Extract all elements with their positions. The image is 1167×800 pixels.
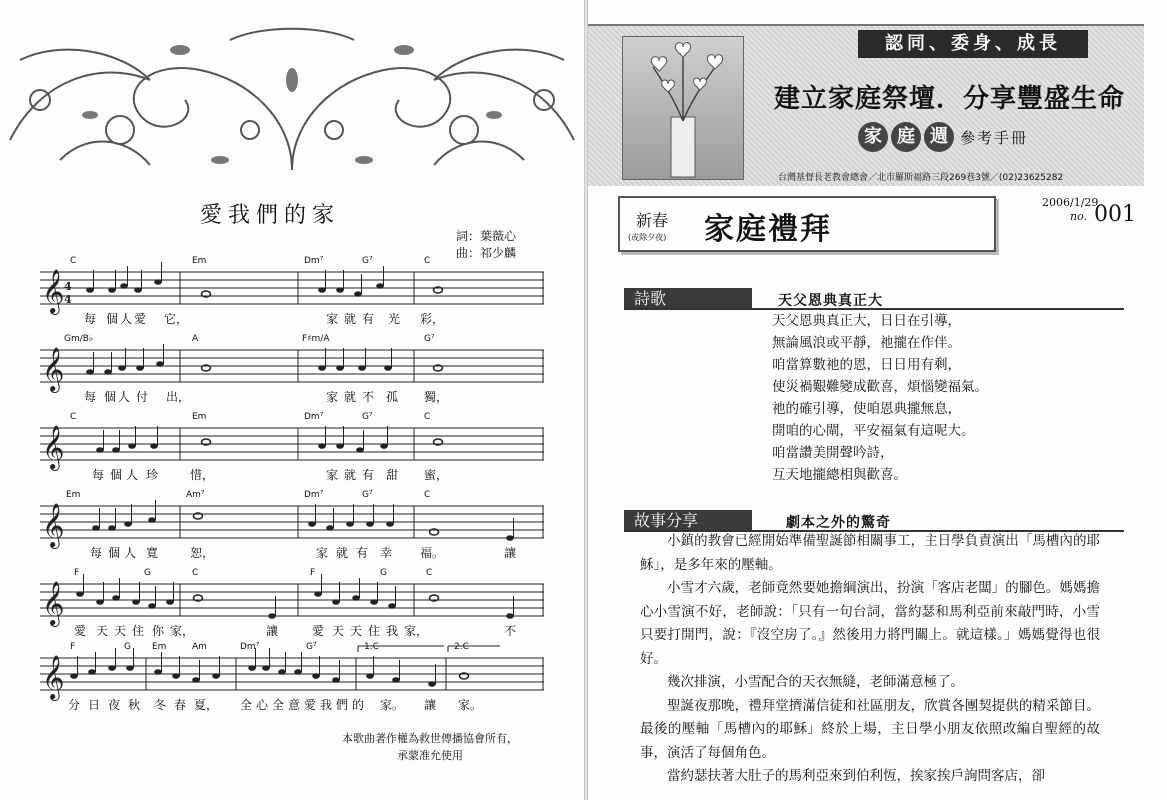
chord: C xyxy=(70,256,77,266)
lyric: 有 xyxy=(362,468,375,482)
chord: C xyxy=(424,412,431,422)
poem-line: 咱當讚美開聲吟詩， xyxy=(772,445,894,461)
story-body xyxy=(640,530,1100,789)
copyright-line: 承蒙准允使用 xyxy=(397,749,463,762)
chord: Em xyxy=(192,256,207,266)
chord: C xyxy=(70,412,77,422)
chord: G⁷ xyxy=(362,256,373,266)
chord: F xyxy=(70,642,76,652)
lyrics-line xyxy=(40,466,544,482)
poem-line: 互天地攏總相與歡喜。 xyxy=(772,467,907,483)
poem-title: 天父恩典真正大 xyxy=(778,293,883,309)
poem-section-tab: 詩歌 xyxy=(624,288,752,310)
chord: G⁷ xyxy=(424,334,435,344)
chord: Em xyxy=(66,490,81,500)
lyric: 讓 xyxy=(424,698,437,712)
lyrics-line xyxy=(40,388,544,404)
lyrics-line xyxy=(40,544,544,560)
subtitle-rest: 參考手冊 xyxy=(960,128,1029,147)
lyric: 愛 xyxy=(304,698,317,712)
lyric: 愛 xyxy=(134,312,147,326)
composer: 曲：祁少麟 xyxy=(456,246,517,260)
lyric: 們 xyxy=(336,698,349,712)
poem-line: 咱當算數祂的恩，日日用有剩， xyxy=(772,357,961,373)
poem-line: 祂的確引導，使咱恩典攏無息， xyxy=(772,401,961,417)
lyric: 惜， xyxy=(190,468,215,482)
lyric: 讓 xyxy=(504,546,517,560)
lyric: 彩， xyxy=(420,312,445,326)
svg-text:𝄞: 𝄞 xyxy=(42,655,65,699)
lyric: 付 xyxy=(136,390,149,404)
lyric: 光 xyxy=(388,312,401,326)
staff xyxy=(40,654,544,698)
lyric: 心 xyxy=(256,698,269,712)
motto-banner: 認同、委身、成長 xyxy=(858,30,1088,58)
chord: Am⁷ xyxy=(186,490,205,500)
lyric: 每 xyxy=(92,468,105,482)
lyric: 就 xyxy=(336,546,349,560)
heart-tree-photo xyxy=(622,36,744,180)
lyric: 就 xyxy=(344,468,357,482)
lyric: 我 xyxy=(320,698,333,712)
lyric: 個 xyxy=(108,546,121,560)
lyric: 天 xyxy=(332,624,345,638)
lyric: 蜜， xyxy=(424,468,449,482)
song-title: 愛我們的家 xyxy=(200,203,341,228)
floral-ornament xyxy=(0,20,584,180)
lyric: 天 xyxy=(114,624,127,638)
music-system-5 xyxy=(40,568,544,648)
lyric: 住 xyxy=(368,624,381,638)
family-week-subtitle xyxy=(858,122,1028,152)
lyric: 夜 xyxy=(108,698,121,712)
lyric: 家 xyxy=(326,468,339,482)
chord: F♯m/A xyxy=(302,334,330,344)
lyric: 人 xyxy=(118,390,131,404)
lyric: 家 xyxy=(326,312,339,326)
lyric: 就 xyxy=(344,312,357,326)
story-paragraph: 聖誕夜那晚，禮拜堂擠滿信徒和社區朋友，欣賞各團契提供的精采節目。最後的壓軸「馬槽內的耶穌」終於上場，主日學小朋友依照改編自聖經的故事，演活了每個角色。 xyxy=(640,697,1100,761)
chord: C xyxy=(424,490,431,500)
lyric: 獨， xyxy=(424,390,449,404)
circled-char: 家 xyxy=(858,122,888,152)
music-system-6 xyxy=(40,642,544,722)
header-banner xyxy=(588,24,1144,186)
circled-char: 週 xyxy=(924,122,954,152)
story-paragraph: 當約瑟扶著大肚子的馬利亞來到伯利恆，挨家挨戶詢問客店，卻 xyxy=(667,768,1045,784)
lyric: 冬 xyxy=(154,698,167,712)
lyric: 家 xyxy=(316,546,329,560)
lyric: 家 xyxy=(326,390,339,404)
chord: Am xyxy=(192,642,207,652)
chord: 2.C xyxy=(454,642,469,652)
lyric: 個 xyxy=(106,312,119,326)
chord: C xyxy=(192,568,199,578)
lyric: 福。 xyxy=(420,546,445,560)
heart-tree-illustration xyxy=(623,37,743,179)
eve-note: (或除夕夜) xyxy=(628,233,667,242)
music-system-2 xyxy=(40,334,544,414)
lyric: 人 xyxy=(124,546,137,560)
lyric: 愛 xyxy=(74,624,87,638)
lyric: 愛 xyxy=(312,624,325,638)
lyric: 分 xyxy=(68,698,81,712)
chord: Em xyxy=(192,412,207,422)
lyric: 個 xyxy=(110,468,123,482)
chord: Dm⁷ xyxy=(240,642,260,652)
lyricist: 詞：葉薇心 xyxy=(456,229,517,243)
circled-char: 庭 xyxy=(891,122,921,152)
lyric: 每 xyxy=(84,312,97,326)
chord: A xyxy=(192,334,199,344)
svg-text:𝄞: 𝄞 xyxy=(42,581,65,625)
lyric: 珍 xyxy=(146,468,159,482)
issue-date: 2006/1/29 xyxy=(1042,196,1099,209)
lyric: 的 xyxy=(352,698,365,712)
poem-line: 天父恩典真正大，日日在引導， xyxy=(772,313,961,329)
chord: F xyxy=(74,568,80,578)
lyric: 不 xyxy=(504,624,517,638)
issue-no-label: no. xyxy=(1070,210,1088,223)
svg-text:4: 4 xyxy=(64,280,72,293)
chord: Dm⁷ xyxy=(304,256,324,266)
svg-text:𝄞: 𝄞 xyxy=(42,269,65,313)
lyrics-line xyxy=(40,310,544,326)
chord: F xyxy=(310,568,316,578)
poem-line: 無論風浪或平靜，祂攏在作伴。 xyxy=(772,335,961,351)
issue-number: 001 xyxy=(1094,202,1136,227)
staff xyxy=(40,580,544,624)
lyric: 有 xyxy=(356,546,369,560)
chord: C xyxy=(426,568,433,578)
music-system-1 xyxy=(40,256,544,336)
poem-body xyxy=(772,310,988,486)
lyric: 人 xyxy=(126,468,139,482)
copyright-note xyxy=(300,730,560,764)
chord: G xyxy=(124,642,131,652)
lyric: 就 xyxy=(344,390,357,404)
music-system-3 xyxy=(40,412,544,492)
lyric: 住 xyxy=(132,624,145,638)
lyric: 甜 xyxy=(386,468,399,482)
lyric: 家， xyxy=(404,624,429,638)
lyric: 不 xyxy=(362,390,375,404)
organization-address: 台灣基督長老教會總會／北市羅斯福路三段269巷3號／(02)23625282 xyxy=(778,173,1064,183)
chord: Dm⁷ xyxy=(304,412,324,422)
chord: Gm/B♭ xyxy=(64,334,94,344)
lyric: 天 xyxy=(350,624,363,638)
chord: G⁷ xyxy=(362,490,373,500)
staff xyxy=(40,502,544,546)
lyric: 每 xyxy=(84,390,97,404)
lyric: 全 xyxy=(240,698,253,712)
svg-text:𝄞: 𝄞 xyxy=(42,347,65,391)
music-system-4 xyxy=(40,490,544,570)
chord: G xyxy=(144,568,151,578)
svg-text:4: 4 xyxy=(64,293,72,306)
lyric: 你 xyxy=(152,624,165,638)
lyric: 家。 xyxy=(458,698,483,712)
lyric: 恕， xyxy=(190,546,215,560)
service-title-box xyxy=(618,196,996,252)
chord: Dm⁷ xyxy=(304,490,324,500)
copyright-line: 本歌曲著作權為救世傳播協會所有， xyxy=(342,732,518,745)
staff xyxy=(40,346,544,390)
lyrics-line xyxy=(40,696,544,712)
lyric: 家。 xyxy=(380,698,405,712)
svg-text:𝄞: 𝄞 xyxy=(42,503,65,547)
lyric: 它， xyxy=(164,312,189,326)
lyric: 讓 xyxy=(266,624,279,638)
lyric: 個 xyxy=(104,390,117,404)
lyric: 孤 xyxy=(386,390,399,404)
chord: G⁷ xyxy=(306,642,317,652)
lyric: 家， xyxy=(170,624,195,638)
new-year-label: 新春 xyxy=(636,211,669,230)
lyric: 每 xyxy=(90,546,103,560)
lyric: 日 xyxy=(88,698,101,712)
lyric: 寬 xyxy=(146,546,159,560)
service-title: 家庭禮拜 xyxy=(704,212,832,247)
right-page xyxy=(588,0,1167,800)
poem-line: 使災禍艱難變成歡喜，煩惱變福氣。 xyxy=(772,379,988,395)
chord: C xyxy=(424,256,431,266)
story-title: 劇本之外的驚奇 xyxy=(786,515,891,531)
staff xyxy=(40,424,544,468)
story-paragraph: 幾次排演，小雪配合的天衣無縫，老師滿意極了。 xyxy=(667,674,964,690)
staff xyxy=(40,268,544,312)
lyric: 天 xyxy=(96,624,109,638)
lyrics-line xyxy=(40,622,544,638)
poem-line: 開咱的心閘，平安福氣有這呢大。 xyxy=(772,423,975,439)
svg-text:𝄞: 𝄞 xyxy=(42,425,65,469)
chord: G xyxy=(380,568,387,578)
lyric: 幸 xyxy=(380,546,393,560)
lyric: 春 xyxy=(174,698,187,712)
lyric: 出， xyxy=(166,390,191,404)
lyric: 我 xyxy=(386,624,399,638)
lyric: 全 xyxy=(272,698,285,712)
banner-headline: 建立家庭祭壇．分享豐盛生命 xyxy=(774,84,1126,114)
story-section-tab: 故事分享 xyxy=(624,510,752,532)
lyric: 意 xyxy=(288,698,301,712)
lyric: 秋 xyxy=(128,698,141,712)
chord: G⁷ xyxy=(362,412,373,422)
lyric: 有 xyxy=(362,312,375,326)
chord: Em xyxy=(152,642,167,652)
chord: 1.C xyxy=(364,642,379,652)
lyric: 夏， xyxy=(194,698,219,712)
story-paragraph: 小鎮的教會已經開始準備聖誕節相關事工，主日學負責演出「馬槽內的耶穌」，是多年來的壓軸。 xyxy=(640,533,1100,573)
lyric: 人 xyxy=(120,312,133,326)
story-paragraph: 小雪才六歲，老師竟然要她擔綱演出，扮演「客店老闆」的腳色。媽媽擔心小雪演不好，老師說：「只有一句台詞，當約瑟和馬利亞前來敲門時，小雪只要打開門，說：『沒空房了。』然後用力將門關上。就這樣。」媽媽覺得也很好。 xyxy=(640,580,1100,667)
